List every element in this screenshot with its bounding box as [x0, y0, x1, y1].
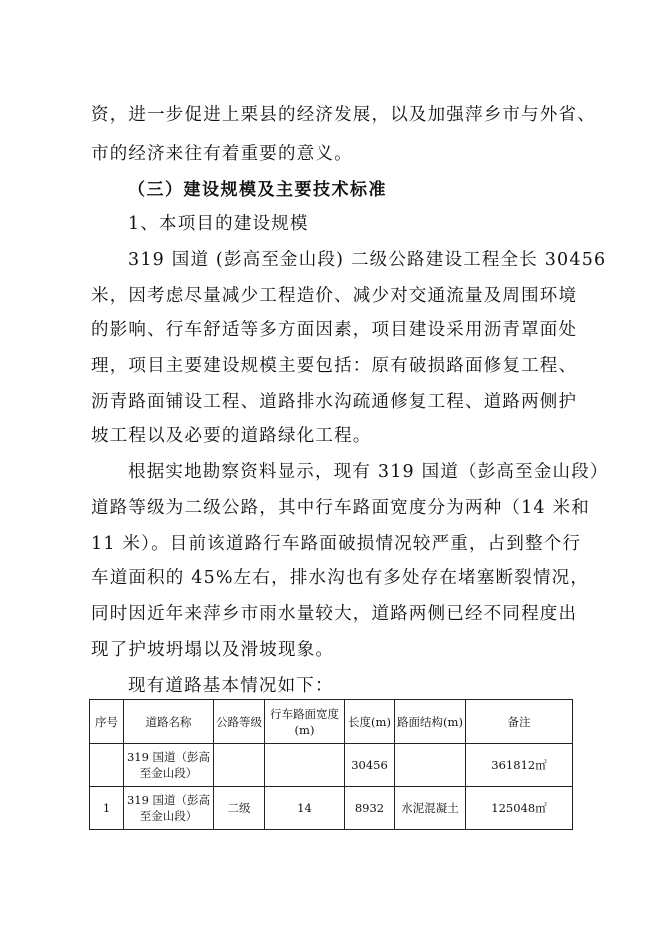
table-cell	[214, 744, 265, 787]
table-cell: 30456	[345, 744, 395, 787]
table-cell	[90, 744, 124, 787]
header-cell: 长度(m)	[345, 700, 395, 744]
table-cell: 361812㎡	[466, 744, 573, 787]
paragraph-line: 沥青路面铺设工程、道路排水沟疏通修复工程、道路两侧护	[91, 392, 578, 412]
table-cell: 14	[265, 787, 345, 830]
paragraph-line: 现了护坡坍塌以及滑坡现象。	[91, 640, 335, 660]
table-header-row	[90, 700, 573, 744]
paragraph-line: 319 国道 (彭高至金山段) 二级公路建设工程全长 30456	[128, 250, 607, 270]
paragraph-line: 11 米）。目前该道路行车路面破损情况较严重，占到整个行	[91, 534, 582, 554]
header-cell: 行车路面宽度(m)	[265, 700, 345, 744]
table-cell: 1	[90, 787, 124, 830]
table-row	[90, 744, 573, 787]
paragraph-line: 同时因近年来萍乡市雨水量较大，道路两侧已经不同程度出	[91, 604, 578, 624]
paragraph-line: 的影响、行车舒适等多方面因素，项目建设采用沥青罩面处	[91, 320, 578, 340]
table-intro: 现有道路基本情况如下：	[128, 676, 334, 696]
paragraph-line: 资，进一步促进上栗县的经济发展，以及加强萍乡市与外省、	[91, 105, 596, 125]
table-cell: 319 国道（彭高至金山段）	[124, 787, 214, 830]
paragraph-line: 坡工程以及必要的道路绿化工程。	[91, 426, 372, 446]
header-cell: 路面结构(m)	[395, 700, 466, 744]
table-cell: 8932	[345, 787, 395, 830]
table-cell	[265, 744, 345, 787]
paragraph-line: 车道面积的 45%左右，排水沟也有多处存在堵塞断裂情况，	[91, 568, 590, 588]
paragraph-line: 理，项目主要建设规模主要包括：原有破损路面修复工程、	[91, 356, 578, 376]
table-cell: 125048㎡	[466, 787, 573, 830]
header-cell: 公路等级	[214, 700, 265, 744]
paragraph-line: 米，因考虑尽量减少工程造价、减少对交通流量及周围环境	[91, 286, 578, 306]
table-cell: 319 国道（彭高至金山段）	[124, 744, 214, 787]
subheading: 1、本项目的建设规模	[128, 214, 309, 234]
paragraph-line: 根据实地勘察资料显示，现有 319 国道（彭高至金山段）	[128, 462, 609, 482]
section-heading: （三）建设规模及主要技术标准	[128, 180, 387, 200]
table-cell: 水泥混凝土	[395, 787, 466, 830]
header-cell: 备注	[466, 700, 573, 744]
header-cell: 序号	[90, 700, 124, 744]
header-cell: 道路名称	[124, 700, 214, 744]
table-row	[90, 787, 573, 830]
table-cell	[395, 744, 466, 787]
paragraph-line: 市的经济来往有着重要的意义。	[91, 144, 353, 164]
paragraph-line: 道路等级为二级公路，其中行车路面宽度分为两种（14 米和	[91, 498, 590, 518]
table-cell: 二级	[214, 787, 265, 830]
road-info-table	[89, 699, 573, 830]
